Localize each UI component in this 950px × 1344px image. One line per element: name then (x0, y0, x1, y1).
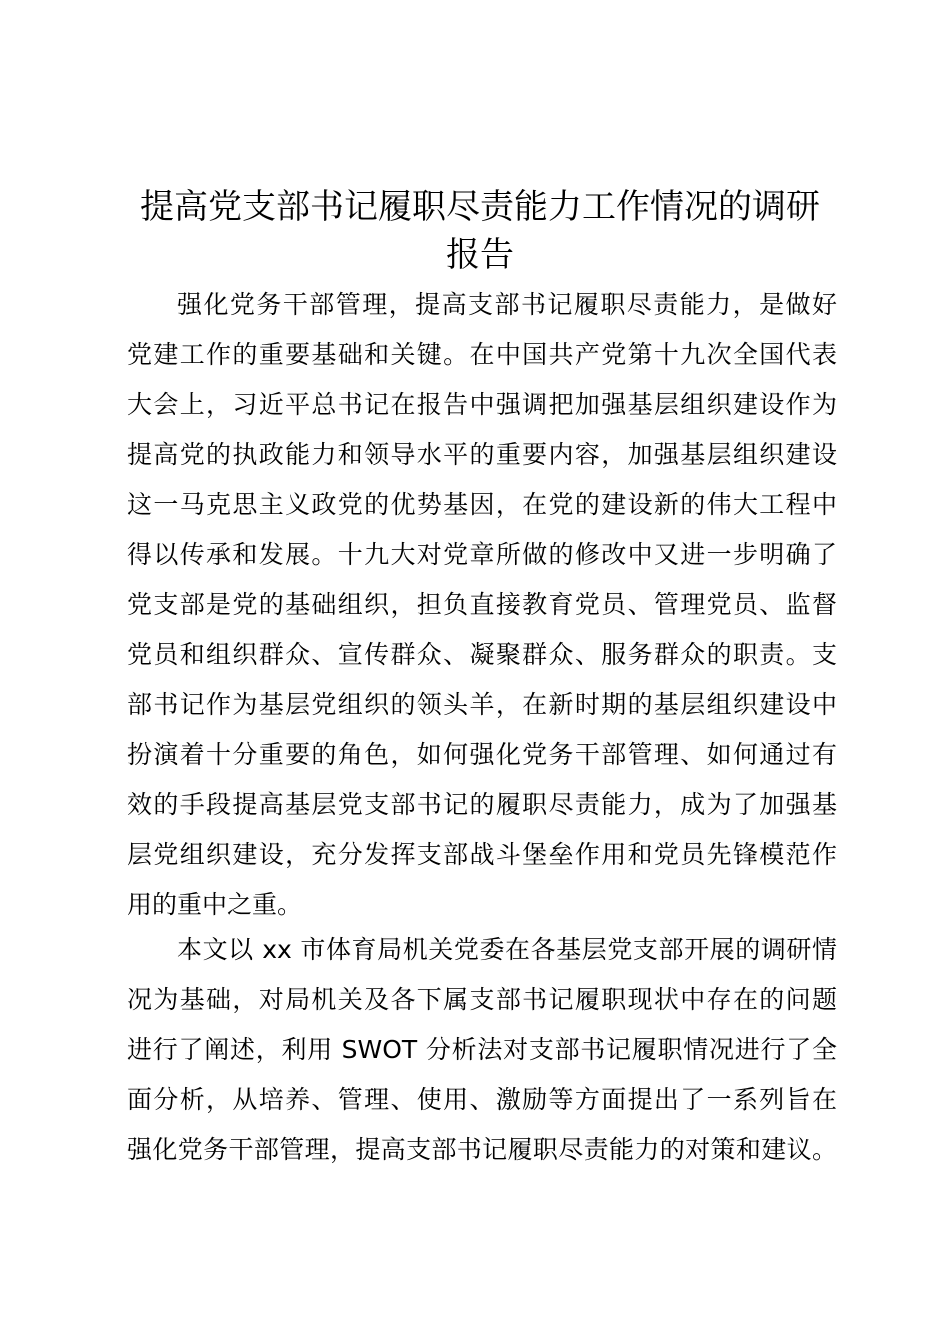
title-line: 提高党支部书记履职尽责能力工作情况的调研 (140, 187, 820, 227)
paragraph-line: 党员和组织群众、宣传群众、凝聚群众、服务群众的职责。支 (127, 640, 837, 669)
paragraph-line: 况为基础，对局机关及各下属支部书记履职现状中存在的问题 (127, 985, 837, 1014)
paragraph-line: 层党组织建设，充分发挥支部战斗堡垒作用和党员先锋模范作 (127, 840, 837, 869)
paragraph-line: 进行了阐述，利用 SWOT 分析法对支部书记履职情况进行了全 (127, 1035, 837, 1064)
paragraph-line: 得以传承和发展。十九大对党章所做的修改中又进一步明确了 (127, 540, 837, 569)
paragraph-line: 本文以 xx 市体育局机关党委在各基层党支部开展的调研情 (177, 935, 837, 964)
paragraph-line: 强化党务干部管理，提高支部书记履职尽责能力，是做好 (177, 290, 837, 319)
paragraph-line: 党建工作的重要基础和关键。在中国共产党第十九次全国代表 (127, 340, 837, 369)
paragraph-line: 效的手段提高基层党支部书记的履职尽责能力，成为了加强基 (127, 790, 837, 819)
paragraph-line: 面分析，从培养、管理、使用、激励等方面提出了一系列旨在 (127, 1085, 837, 1114)
paragraph-line: 大会上，习近平总书记在报告中强调把加强基层组织建设作为 (127, 390, 837, 419)
paragraph-line: 党支部是党的基础组织，担负直接教育党员、管理党员、监督 (127, 590, 837, 619)
paragraph-line: 强化党务干部管理，提高支部书记履职尽责能力的对策和建议。 (127, 1135, 837, 1164)
paragraph-line: 扮演着十分重要的角色，如何强化党务干部管理、如何通过有 (127, 740, 837, 769)
body-paragraph (127, 280, 837, 930)
paragraph-line: 提高党的执政能力和领导水平的重要内容，加强基层组织建设 (127, 440, 837, 469)
title-line: 报告 (446, 235, 514, 275)
document-title (120, 183, 840, 279)
paragraph-line: 部书记作为基层党组织的领头羊，在新时期的基层组织建设中 (127, 690, 837, 719)
body-paragraph (127, 925, 837, 1175)
paragraph-line: 用的重中之重。 (127, 890, 303, 919)
paragraph-line: 这一马克思主义政党的优势基因，在党的建设新的伟大工程中 (127, 490, 837, 519)
